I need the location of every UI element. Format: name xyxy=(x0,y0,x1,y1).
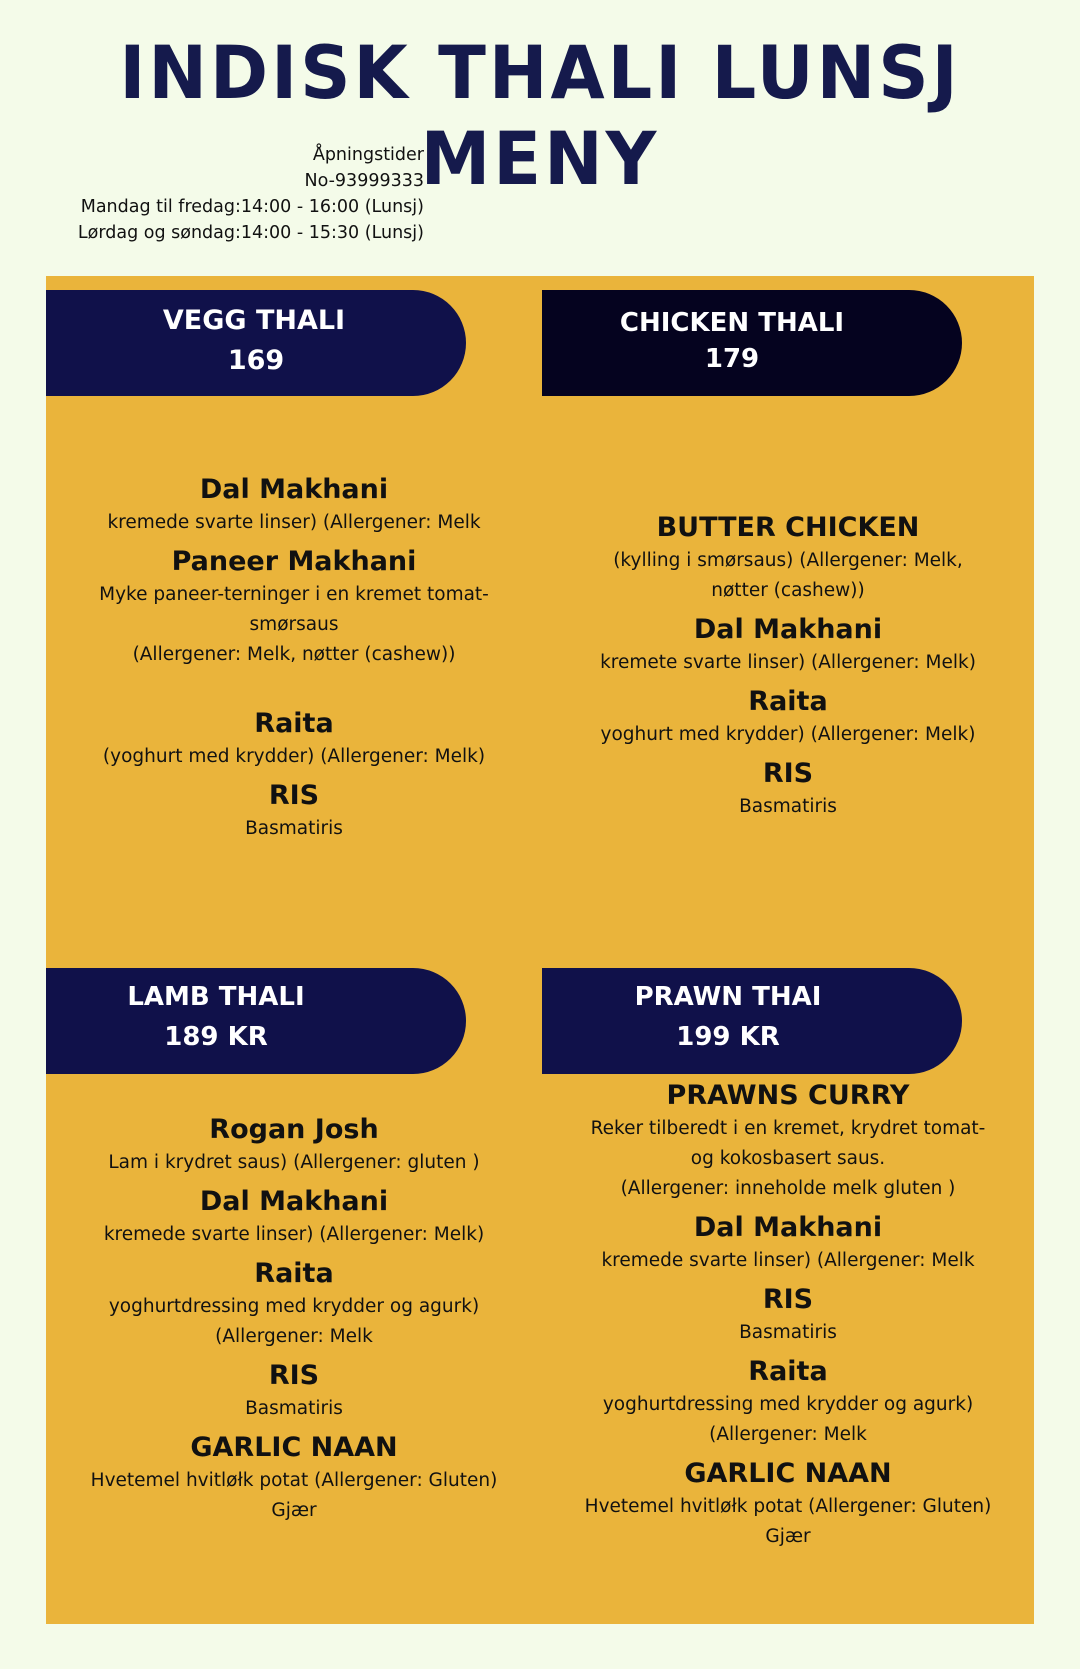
dish-desc: kremede svarte linser) (Allergener: Melk xyxy=(107,512,481,533)
dish-desc: smørsaus xyxy=(249,614,339,635)
dish-desc: Hvetemel hvitløłk potat (Allergener: Gluten) xyxy=(90,1470,498,1491)
tab-name: LAMB THALI xyxy=(127,982,305,1012)
menu-vegg-dishes xyxy=(54,472,534,850)
weekday-hours: Mandag til fredag:14:00 - 16:00 (Lunsj) xyxy=(80,197,424,217)
dish-desc: yoghurt med krydder) (Allergener: Melk) xyxy=(600,724,976,745)
dish-name: Dal Makhani xyxy=(199,1186,389,1217)
dish-name: BUTTER CHICKEN xyxy=(656,512,920,543)
dish-desc: Basmatiris xyxy=(245,818,343,839)
menu-board xyxy=(46,276,1034,1624)
dish-desc: Gjær xyxy=(271,1500,317,1521)
tab-price: 179 xyxy=(704,344,760,374)
tab-price: 199 KR xyxy=(676,1022,780,1052)
dish-desc: (Allergener: Melk xyxy=(709,1424,867,1445)
dish-desc: (Allergener: Melk xyxy=(215,1326,373,1347)
tab-name: PRAWN THAI xyxy=(634,982,822,1012)
tab-price: 169 xyxy=(227,345,285,376)
dish-name: RIS xyxy=(762,758,814,789)
dish-name: Raita xyxy=(748,686,828,717)
phone-number: No-93999333 xyxy=(304,171,424,191)
dish-name: Paneer Makhani xyxy=(171,546,417,577)
dish-name: Rogan Josh xyxy=(209,1114,379,1145)
opening-hours xyxy=(40,142,424,246)
menu-prawn-dishes xyxy=(548,1078,1028,1558)
dish-desc: og kokosbasert saus. xyxy=(690,1148,886,1169)
dish-desc: yoghurtdressing med krydder og agurk) xyxy=(602,1394,974,1415)
dish-desc: yoghurtdressing med krydder og agurk) xyxy=(108,1296,480,1317)
menu-title: INDISK THALI LUNSJ MENY xyxy=(119,29,961,203)
dish-desc: (kylling i smørsaus) (Allergener: Melk, xyxy=(613,550,963,571)
dish-name: Dal Makhani xyxy=(693,1212,883,1243)
dish-name: Raita xyxy=(748,1356,828,1387)
dish-desc: kremete svarte linser) (Allergener: Melk) xyxy=(600,652,976,673)
dish-desc: (yoghurt med krydder) (Allergener: Melk) xyxy=(102,746,486,767)
dish-desc: Basmatiris xyxy=(245,1398,343,1419)
dish-desc: kremede svarte linser) (Allergener: Melk) xyxy=(103,1224,485,1245)
dish-name: GARLIC NAAN xyxy=(684,1458,892,1489)
tab-lamb-thali xyxy=(46,968,466,1074)
dish-name: RIS xyxy=(268,1360,320,1391)
weekend-hours: Lørdag og søndag:14:00 - 15:30 (Lunsj) xyxy=(77,223,424,243)
dish-name: Raita xyxy=(254,1258,334,1289)
dish-name: GARLIC NAAN xyxy=(190,1432,398,1463)
menu-lamb-dishes xyxy=(54,1112,534,1532)
opening-hours-label: Åpningstider xyxy=(312,145,424,165)
dish-desc: Basmatiris xyxy=(739,796,837,817)
dish-desc: (Allergener: inneholde melk gluten ) xyxy=(620,1178,956,1199)
dish-desc: Gjær xyxy=(765,1526,811,1547)
dish-name: Raita xyxy=(254,708,334,739)
dish-desc: Lam i krydret saus) (Allergener: gluten ) xyxy=(108,1152,480,1173)
tab-name: CHICKEN THALI xyxy=(619,308,845,338)
dish-name: Dal Makhani xyxy=(693,614,883,645)
dish-desc: Reker tilberedt i en kremet, krydret tomat- xyxy=(590,1118,986,1139)
tab-prawn-thai xyxy=(542,968,962,1074)
dish-desc: (Allergener: Melk, nøtter (cashew)) xyxy=(132,644,456,665)
dish-desc: nøtter (cashew)) xyxy=(711,580,865,601)
dish-name: Dal Makhani xyxy=(199,474,389,505)
menu-chicken-dishes xyxy=(548,510,1028,828)
dish-name: PRAWNS CURRY xyxy=(666,1080,910,1111)
dish-desc: kremede svarte linser) (Allergener: Melk xyxy=(601,1250,975,1271)
tab-chicken-thali xyxy=(542,290,962,396)
dish-desc: Myke paneer-terninger i en kremet tomat- xyxy=(99,584,489,605)
dish-desc: Basmatiris xyxy=(739,1322,837,1343)
tab-name: VEGG THALI xyxy=(162,305,346,336)
dish-name: RIS xyxy=(268,780,320,811)
tab-vegg-thali xyxy=(46,290,466,396)
dish-name: RIS xyxy=(762,1284,814,1315)
tab-price: 189 KR xyxy=(164,1022,268,1052)
dish-desc: Hvetemel hvitløłk potat (Allergener: Gluten) xyxy=(584,1496,992,1517)
